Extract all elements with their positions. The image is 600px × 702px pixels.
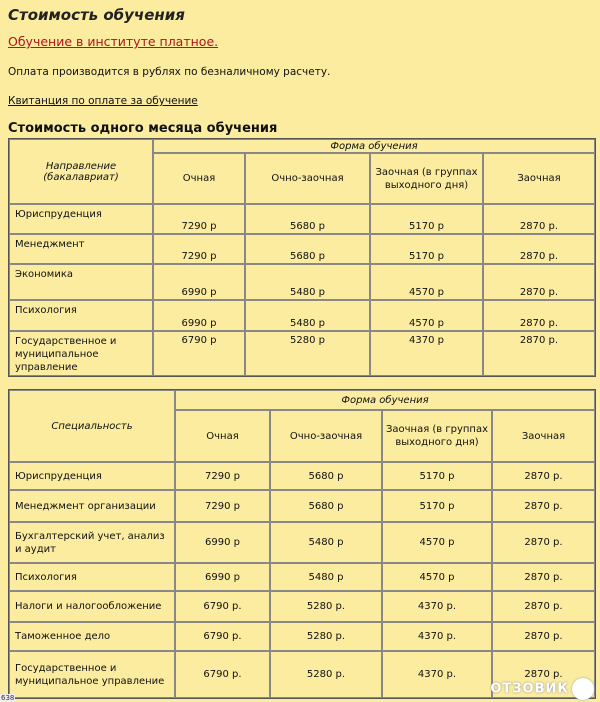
row-name: Менеджмент [9, 234, 153, 264]
table-row [9, 622, 595, 651]
month-cost-title: Стоимость одного месяца обучения [8, 121, 278, 136]
table1-form-label: Форма обучения [153, 139, 595, 153]
price-cell: 2870 р. [492, 563, 595, 591]
price-cell: 2870 р. [492, 591, 595, 622]
price-cell: 2870 р. [483, 300, 595, 331]
row-name: Государственное и муниципальное управление [9, 651, 175, 698]
price-cell: 4570 р [382, 522, 492, 563]
row-name: Таможенное дело [9, 622, 175, 651]
table-row [9, 462, 595, 490]
table-row [9, 591, 595, 622]
row-name: Налоги и налогообложение [9, 591, 175, 622]
watermark-text: ОТЗОВИК [490, 681, 569, 697]
price-cell: 6990 р [175, 522, 270, 563]
table1-head-label: Направление (бакалавриат) [9, 139, 153, 204]
speciality-price-table [8, 389, 596, 699]
price-cell: 5480 р [270, 522, 382, 563]
corner-number: 638 [1, 694, 15, 702]
price-cell: 5480 р [270, 563, 382, 591]
price-cell: 5280 р. [270, 622, 382, 651]
bachelor-price-table [8, 138, 596, 377]
table-row [9, 563, 595, 591]
price-cell: 2870 р. [483, 234, 595, 264]
table1-col-full-time: Очная [153, 153, 245, 204]
page-title: Стоимость обучения [8, 6, 185, 24]
table-row [9, 522, 595, 563]
row-name: Психология [9, 563, 175, 591]
price-cell: 4570 р [382, 563, 492, 591]
table-row [9, 234, 595, 264]
price-cell: 5680 р [245, 234, 370, 264]
receipt-link[interactable]: Квитанция по оплате за обучение [8, 95, 198, 107]
price-cell: 2870 р. [492, 651, 595, 698]
price-cell: 2870 р. [483, 264, 595, 300]
table2-head-label: Специальность [9, 390, 175, 462]
row-name: Бухгалтерский учет, анализ и аудит [9, 522, 175, 563]
price-cell: 2870 р. [492, 622, 595, 651]
price-cell: 2870 р. [492, 462, 595, 490]
table2-col-distance: Заочная [492, 410, 595, 462]
row-name: Менеджмент организации [9, 490, 175, 522]
row-name: Экономика [9, 264, 153, 300]
table-row [9, 204, 595, 234]
price-cell: 6990 р [153, 300, 245, 331]
table-row [9, 264, 595, 300]
price-cell: 5170 р [382, 462, 492, 490]
price-cell: 5680 р [270, 490, 382, 522]
otzovik-watermark [490, 678, 594, 700]
price-cell: 6790 р [153, 331, 245, 376]
price-cell: 4370 р. [382, 591, 492, 622]
table-row [9, 331, 595, 376]
price-cell: 7290 р [175, 462, 270, 490]
price-cell: 5170 р [370, 234, 483, 264]
price-cell: 7290 р [175, 490, 270, 522]
price-cell: 5170 р [382, 490, 492, 522]
table2-col-weekend: Заочная (в группах выходного дня) [382, 410, 492, 462]
price-cell: 4570 р [370, 264, 483, 300]
price-cell: 7290 р [153, 234, 245, 264]
table2-col-full-time: Очная [175, 410, 270, 462]
price-cell: 6990 р [175, 563, 270, 591]
table1-col-distance: Заочная [483, 153, 595, 204]
price-cell: 6790 р. [175, 651, 270, 698]
price-cell: 4370 р. [382, 651, 492, 698]
table2-col-part-time: Очно-заочная [270, 410, 382, 462]
table1-col-weekend: Заочная (в группах выходного дня) [370, 153, 483, 204]
price-cell: 6790 р. [175, 622, 270, 651]
price-cell: 4570 р [370, 300, 483, 331]
price-cell: 2870 р. [483, 331, 595, 376]
price-cell: 5480 р [245, 300, 370, 331]
payment-note: Оплата производится в рублях по безналичному расчету. [8, 66, 331, 78]
row-name: Психология [9, 300, 153, 331]
duck-logo-icon [572, 678, 594, 700]
price-cell: 5680 р [270, 462, 382, 490]
price-cell: 4370 р. [382, 622, 492, 651]
price-cell: 4370 р [370, 331, 483, 376]
price-cell: 6790 р. [175, 591, 270, 622]
price-cell: 2870 р. [492, 490, 595, 522]
row-name: Юриспруденция [9, 204, 153, 234]
price-cell: 7290 р [153, 204, 245, 234]
price-cell: 5280 р. [270, 591, 382, 622]
paid-education-link[interactable]: Обучение в институте платное. [8, 34, 219, 49]
price-cell: 2870 р. [492, 522, 595, 563]
table2-form-label: Форма обучения [175, 390, 595, 410]
price-cell: 6990 р [153, 264, 245, 300]
row-name: Юриспруденция [9, 462, 175, 490]
price-cell: 5480 р [245, 264, 370, 300]
price-cell: 5280 р. [270, 651, 382, 698]
price-cell: 2870 р. [483, 204, 595, 234]
price-cell: 5280 р [245, 331, 370, 376]
table-row [9, 300, 595, 331]
price-cell: 5680 р [245, 204, 370, 234]
price-cell: 5170 р [370, 204, 483, 234]
table-row [9, 490, 595, 522]
row-name: Государственное и муниципальное управление [9, 331, 153, 376]
table1-col-part-time: Очно-заочная [245, 153, 370, 204]
